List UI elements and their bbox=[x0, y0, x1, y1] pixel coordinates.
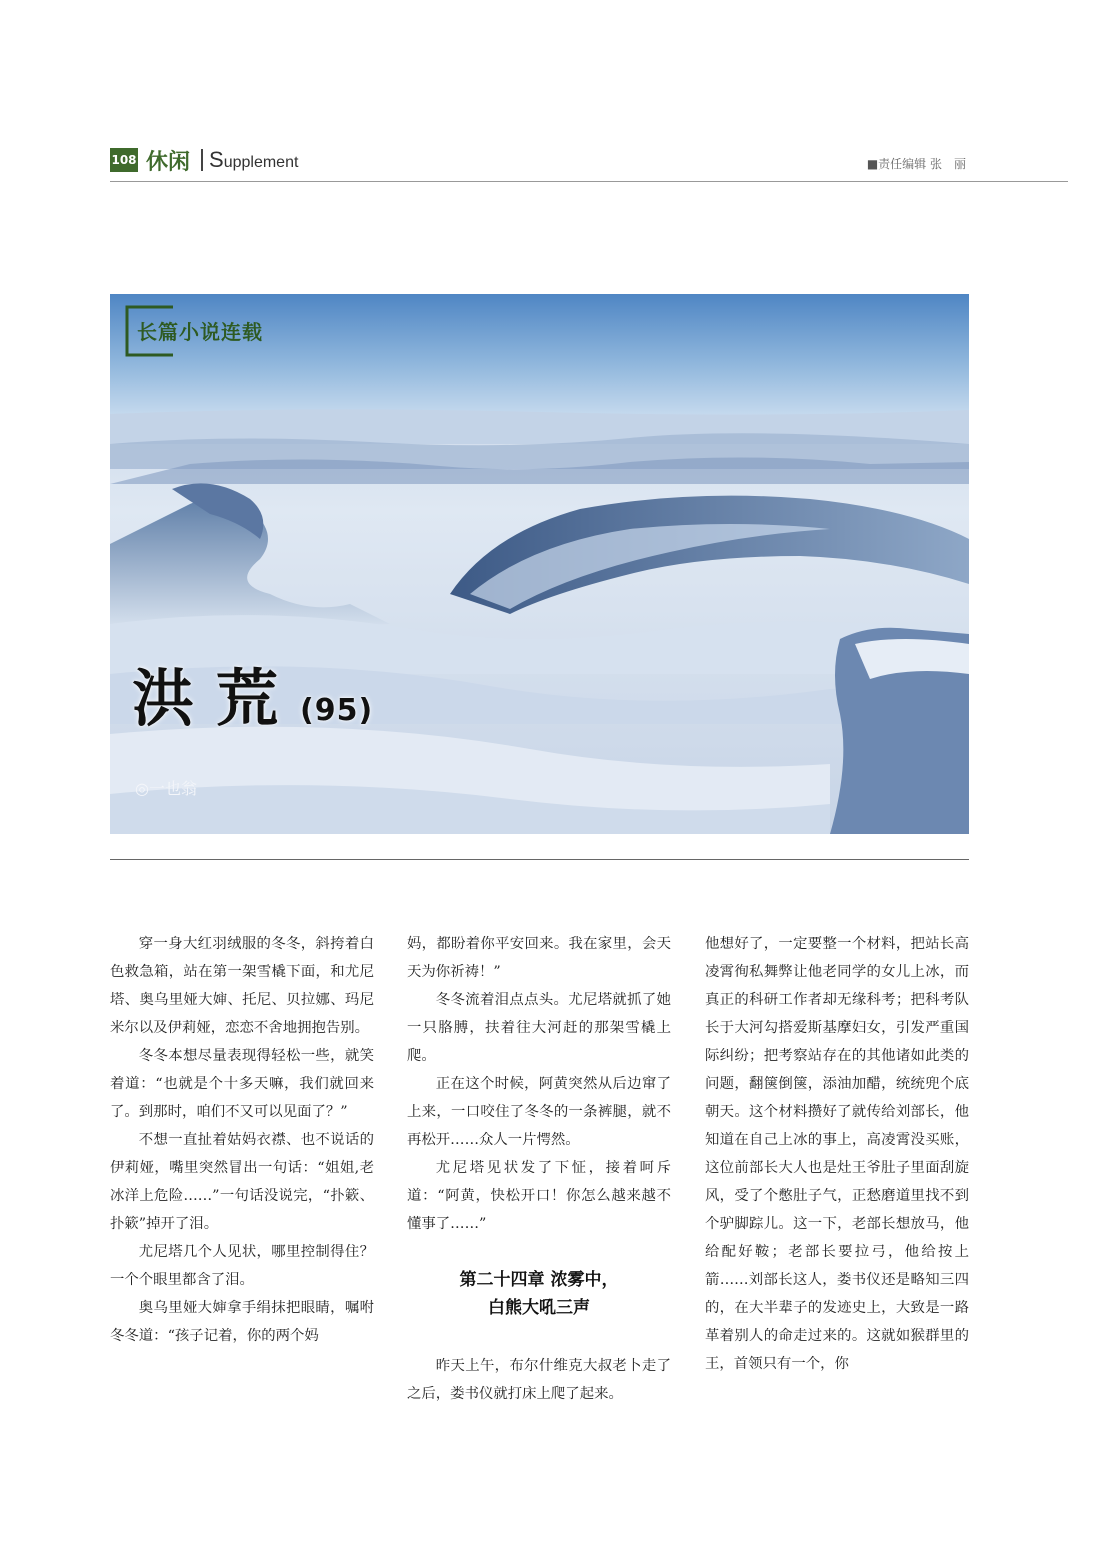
editor-credit bbox=[867, 155, 966, 172]
paragraph: 冬冬本想尽量表现得轻松一些，就笑着道：“也就是个十多天嘛，我们就回来了。到那时，咱们不又可以见面了？” bbox=[110, 1048, 374, 1120]
chapter-heading bbox=[407, 1266, 671, 1322]
section-divider bbox=[201, 149, 203, 171]
section-title: 休闲 bbox=[146, 150, 191, 175]
paragraph: 不想一直扯着姑妈衣襟、也不说话的伊莉娅，嘴里突然冒出一句话：“姐姐,老冰洋上危险……”一句话没说完，“扑簌、扑簌”掉开了泪。 bbox=[110, 1132, 374, 1232]
chapter-heading-line-1: 第二十四章 浓雾中， bbox=[459, 1270, 619, 1290]
paragraph-continued: 妈，都盼着你平安回来。我在家里，会天天为你祈祷！” bbox=[407, 936, 671, 980]
editor-name: 责任编辑 张 丽 bbox=[878, 157, 966, 171]
paragraph: 昨天上午，布尔什维克大叔老卜走了之后，娄书仪就打床上爬了起来。 bbox=[407, 1358, 671, 1402]
running-header bbox=[110, 144, 1068, 184]
paragraph: 尤尼塔见状发了下怔，接着呵斥道：“阿黄，快松开口！你怎么越来越不懂事了……” bbox=[407, 1160, 671, 1232]
square-bullet-icon: ■ bbox=[866, 157, 879, 171]
paragraph: 尤尼塔几个人见状，哪里控制得住？一个个眼里都含了泪。 bbox=[110, 1244, 374, 1288]
paragraph: 穿一身大红羽绒服的冬冬，斜挎着白色救急箱，站在第一架雪橇下面，和尤尼塔、奥乌里娅大婶、托尼、贝拉娜、玛尼米尔以及伊莉娅，恋恋不舍地拥抱告别。 bbox=[110, 936, 374, 1036]
chapter-heading-line-2: 白熊大吼三声 bbox=[488, 1298, 590, 1318]
section-subtitle bbox=[209, 147, 298, 173]
paragraph: 奥乌里娅大婶拿手绢抹把眼睛，嘱咐冬冬道：“孩子记着，你的两个妈 bbox=[110, 1300, 374, 1344]
snowfield-illustration bbox=[110, 294, 969, 834]
serial-badge bbox=[125, 305, 305, 355]
hero-rule bbox=[110, 859, 969, 860]
body-column-1 bbox=[110, 930, 374, 1350]
novel-title-main: 洪荒 bbox=[132, 662, 301, 735]
section-subtitle-rest: upplement bbox=[223, 154, 299, 171]
hero-image bbox=[110, 294, 969, 834]
novel-title bbox=[132, 649, 373, 738]
body-column-2 bbox=[407, 930, 671, 1408]
installment-number: (95) bbox=[300, 693, 374, 728]
section-subtitle-initial: S bbox=[209, 147, 224, 172]
paragraph: 正在这个时候，阿黄突然从后边窜了上来，一口咬住了冬冬的一条裤腿，就不再松开……众人一片愕然。 bbox=[407, 1076, 671, 1148]
paragraph: 冬冬流着泪点点头。尤尼塔就抓了她一只胳膊，扶着往大河赶的那架雪橇上爬。 bbox=[407, 992, 671, 1064]
page-number: 108 bbox=[110, 148, 138, 172]
serial-badge-label: 长篇小说连载 bbox=[137, 320, 263, 344]
header-rule bbox=[110, 181, 1068, 182]
paragraph-continued: 他想好了，一定要整一个材料，把站长高凌霄徇私舞弊让他老同学的女儿上冰，而真正的科研工作者却无缘科考；把科考队长于大河勾搭爱斯基摩妇女，引发严重国际纠纷；把考察站存在的其他诸如此类的问题，翻箧倒箧，添油加醋，统统兜个底朝天。这个材料攒好了就传给刘部长，他知道在自己上冰的事上，高凌霄没买账，这位前部长大人也是灶王爷肚子里面刮旋风，受了个憋肚子气，正愁磨道里找不到个驴脚踪儿。这一下，老部长想放马，他给配好鞍；老部长要拉弓，他给按上箭……刘部长这人，娄书仪还是略知三四的，在大半辈子的发迹史上，大致是一路革着别人的命走过来的。这就如猴群里的王，首领只有一个，你 bbox=[705, 936, 969, 1372]
body-column-3 bbox=[705, 930, 969, 1378]
author-credit: ◎一也翁 bbox=[135, 779, 197, 798]
